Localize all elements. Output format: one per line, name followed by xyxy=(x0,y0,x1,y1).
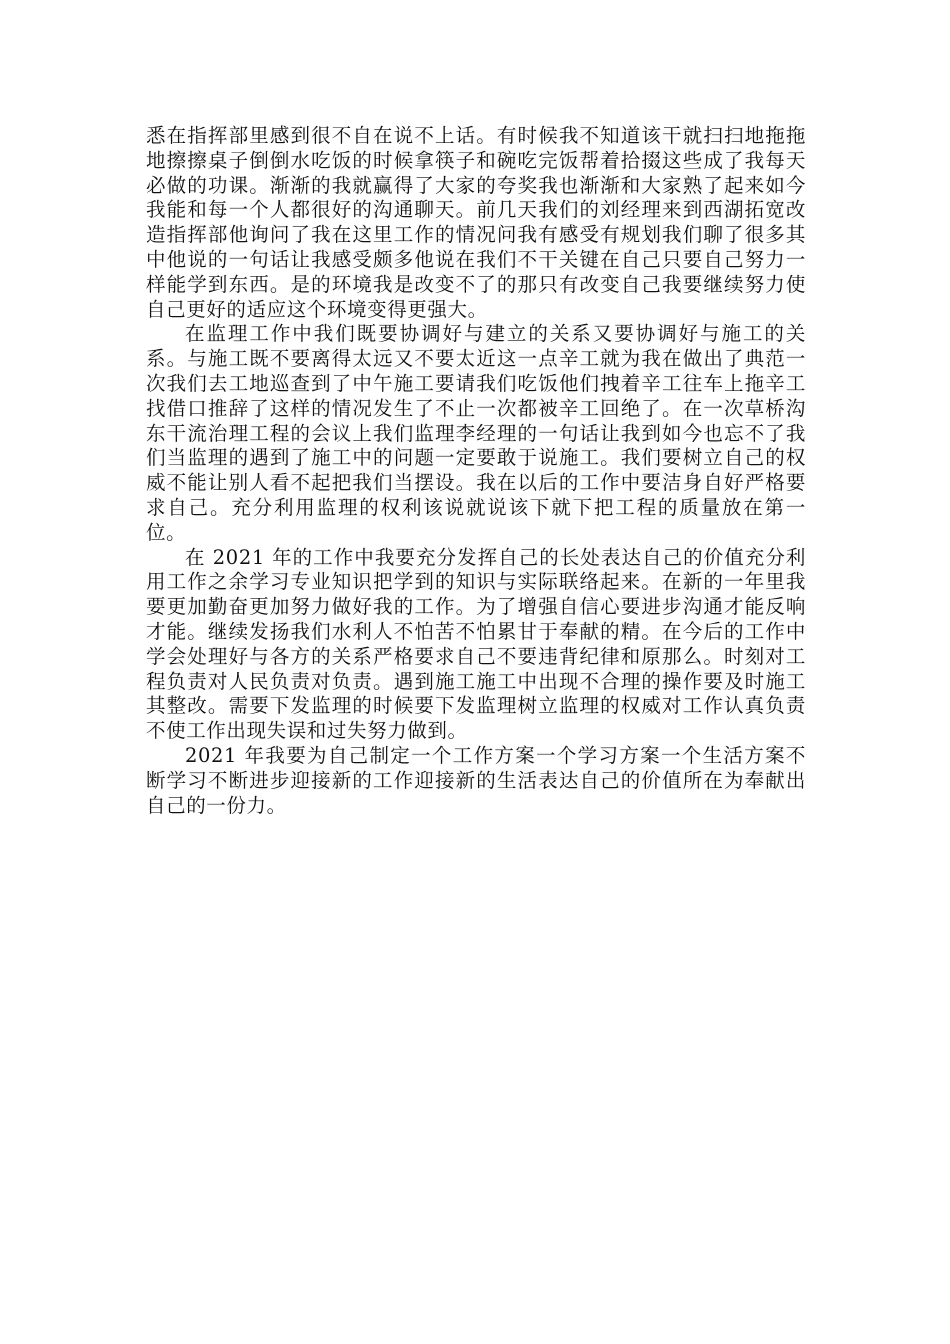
paragraph-4: 2021 年我要为自己制定一个工作方案一个学习方案一个生活方案不断学习不断进步迎接新的工作迎接新的生活表达自己的价值所在为奉献出自己的一份力。 xyxy=(146,743,806,817)
paragraph-3: 在 2021 年的工作中我要充分发挥自己的长处表达自己的价值充分利用工作之余学习专业知识把学到的知识与实际联络起来。在新的一年里我要更加勤奋更加努力做好我的工作。为了增强自信心要进步沟通才能反响才能。继续发扬我们水利人不怕苦不怕累甘于奉献的精。在今后的工作中学会处理好与各方的关系严格要求自己不要违背纪律和原那么。时刻对工程负责对人民负责对负责。遇到施工施工中出现不合理的操作要及时施工其整改。需要下发监理的时候要下发监理树立监理的权威对工作认真负责不使工作出现失误和过失努力做到。 xyxy=(146,545,806,743)
paragraph-2: 在监理工作中我们既要协调好与建立的关系又要协调好与施工的关系。与施工既不要离得太远又不要太近这一点辛工就为我在做出了典范一次我们去工地巡查到了中午施工要请我们吃饭他们拽着辛工往车上拖辛工找借口推辞了这样的情况发生了不止一次都被辛工回绝了。在一次草桥沟东干流治理工程的会议上我们监理李经理的一句话让我到如今也忘不了我们当监理的遇到了施工中的问题一定要敢于说施工。我们要树立自己的权威不能让别人看不起把我们当摆设。我在以后的工作中要洁身自好严格要求自己。充分利用监理的权利该说就说该下就下把工程的质量放在第一位。 xyxy=(146,322,806,544)
body-text xyxy=(146,124,806,818)
paragraph-1: 悉在指挥部里感到很不自在说不上话。有时候我不知道该干就扫扫地拖拖地擦擦桌子倒倒水吃饭的时候拿筷子和碗吃完饭帮着拾掇这些成了我每天必做的功课。渐渐的我就赢得了大家的夸奖我也渐渐和大家熟了起来如今我能和每一个人都很好的沟通聊天。前几天我们的刘经理来到西湖拓宽改造指挥部他询问了我在这里工作的情况问我有感受有规划我们聊了很多其中他说的一句话让我感受颇多他说在我们不干关键在自己只要自己努力一样能学到东西。是的环境我是改变不了的那只有改变自己我要继续努力使自己更好的适应这个环境变得更强大。 xyxy=(146,124,806,321)
